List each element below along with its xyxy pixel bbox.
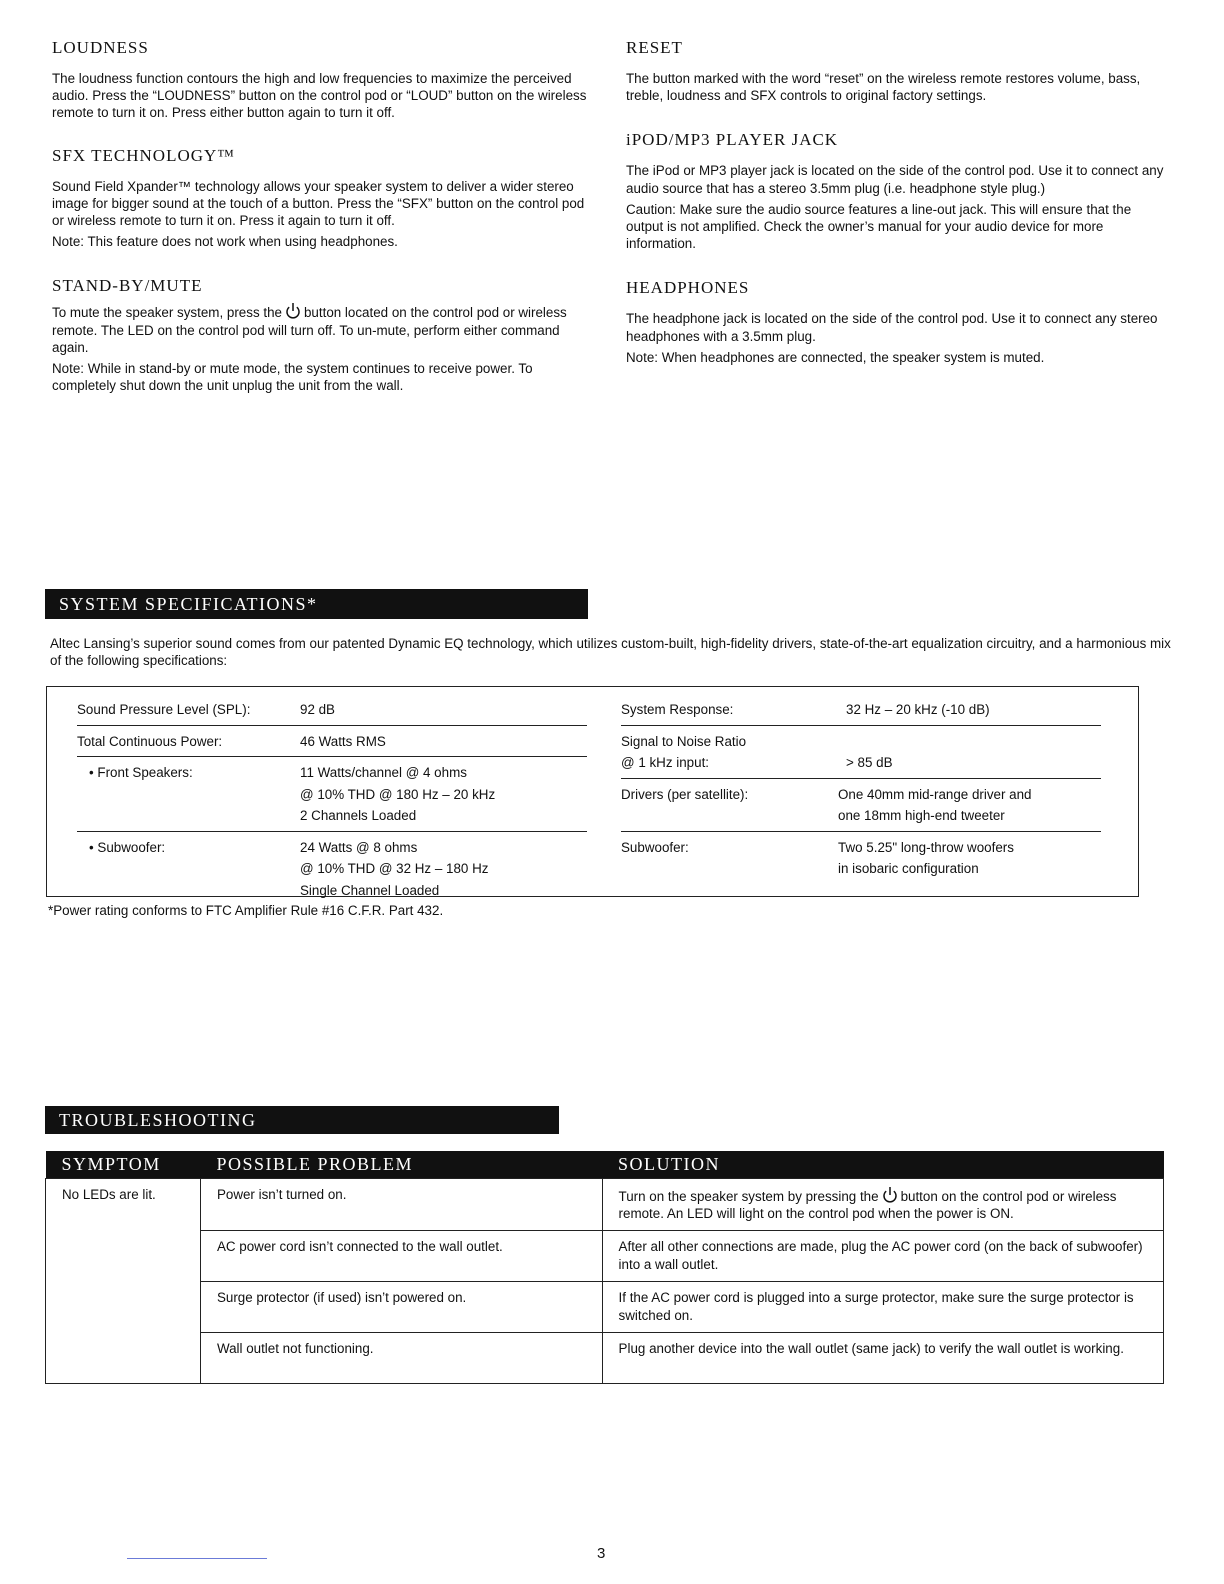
spec-value-line: @ 10% THD @ 32 Hz – 180 Hz bbox=[300, 861, 489, 876]
table-row bbox=[46, 1231, 1164, 1282]
spec-row-system-response bbox=[621, 699, 1101, 726]
spec-value-line: in isobaric configuration bbox=[838, 861, 979, 876]
loudness-text: The loudness function contours the high and low frequencies to maximize the perceived audio. Press the “LOUDNESS” button on the control pod or “LOUD” button on the wireless remote to turn it on. Press either button again to turn it off. bbox=[52, 71, 587, 121]
header-possible-problem: POSSIBLE PROBLEM bbox=[200, 1151, 602, 1179]
spec-value bbox=[846, 731, 1101, 774]
spec-value bbox=[300, 699, 587, 721]
loudness-heading: LOUDNESS bbox=[52, 38, 149, 57]
solution-cell: If the AC power cord is plugged into a surge protector, make sure the surge protector is switched on. bbox=[602, 1282, 1163, 1333]
specs-left-column bbox=[77, 699, 587, 910]
spec-value bbox=[838, 784, 1101, 827]
solution-cell: After all other connections are made, plug the AC power cord (on the back of subwoofer) into a wall outlet. bbox=[602, 1231, 1163, 1282]
spec-value-line: 2 Channels Loaded bbox=[300, 808, 417, 823]
specifications-intro: Altec Lansing’s superior sound comes from our patented Dynamic EQ technology, which utilizes custom-built, high-fidelity drivers, state-of-the-art equalization circuitry, and a harmonious mix of the following specifications: bbox=[50, 636, 1171, 669]
left-column bbox=[52, 38, 592, 416]
spec-value-line: 11 Watts/channel @ 4 ohms bbox=[300, 765, 467, 780]
standby-heading: STAND-BY/MUTE bbox=[52, 276, 203, 296]
spec-value-line: 24 Watts @ 8 ohms bbox=[300, 839, 418, 855]
solution-text-start: Turn on the speaker system by pressing the bbox=[618, 1189, 879, 1204]
headphones-text: The headphone jack is located on the side of the control pod. Use it to connect any stereo headphones with a 3.5mm plug. bbox=[626, 311, 1158, 344]
problem-cell: AC power cord isn’t connected to the wall outlet. bbox=[200, 1231, 602, 1282]
standby-note: Note: While in stand-by or mute mode, the system continues to receive power. To completely shut down the unit unplug the unit from the wall. bbox=[52, 361, 533, 394]
spec-label-line: Signal to Noise Ratio bbox=[621, 733, 747, 749]
solution-cell bbox=[602, 1179, 1163, 1231]
sfx-text: Sound Field Xpander™ technology allows your speaker system to deliver a wider stereo image for bigger sound at the touch of a button. Press the “SFX” button on the control pod or wireless remote to turn it on. Press it again to turn it off. bbox=[52, 178, 585, 229]
power-icon bbox=[882, 1186, 898, 1204]
table-header-row bbox=[46, 1151, 1164, 1179]
header-symptom: SYMPTOM bbox=[46, 1151, 201, 1179]
spec-label: Total Continuous Power: bbox=[77, 733, 223, 749]
loudness-section bbox=[52, 38, 592, 122]
table-row bbox=[46, 1333, 1164, 1384]
page-number: 3 bbox=[597, 1545, 606, 1562]
reset-section bbox=[626, 38, 1171, 104]
spec-value bbox=[300, 731, 587, 753]
spec-row-subwoofer-drivers bbox=[621, 837, 1101, 884]
solution-text-end: button on the control pod or wireless remote. An LED will light on the control pod when the power is ON. bbox=[618, 1189, 1117, 1222]
spec-label: System Response: bbox=[621, 702, 734, 717]
spec-value-line: > 85 dB bbox=[846, 755, 893, 770]
spec-row-total-power bbox=[77, 731, 587, 758]
spec-value bbox=[300, 837, 587, 902]
spec-row-snr bbox=[621, 731, 1101, 779]
problem-cell: Power isn’t turned on. bbox=[200, 1179, 602, 1231]
specifications-box bbox=[46, 686, 1139, 897]
power-icon bbox=[285, 302, 301, 320]
headphones-section bbox=[626, 278, 1171, 366]
spec-label: • Front Speakers: bbox=[89, 765, 193, 780]
spec-row-front-speakers bbox=[77, 762, 587, 832]
spec-value bbox=[838, 837, 1101, 880]
sfx-section bbox=[52, 146, 592, 251]
spec-value bbox=[846, 699, 1101, 721]
power-footnote: *Power rating conforms to FTC Amplifier Rule #16 C.F.R. Part 432. bbox=[48, 903, 444, 918]
headphones-heading: HEADPHONES bbox=[626, 278, 750, 298]
troubleshooting-table bbox=[45, 1151, 1164, 1384]
spec-value-line: One 40mm mid-range driver and bbox=[838, 786, 1032, 802]
spec-label: Sound Pressure Level (SPL): bbox=[77, 702, 251, 717]
spec-value-line: @ 10% THD @ 180 Hz – 20 kHz bbox=[300, 786, 496, 802]
troubleshooting-banner: TROUBLESHOOTING bbox=[45, 1106, 559, 1134]
problem-cell: Surge protector (if used) isn’t powered on. bbox=[200, 1282, 602, 1333]
spec-value-line: 46 Watts RMS bbox=[300, 733, 386, 749]
spec-label: Drivers (per satellite): bbox=[621, 786, 749, 802]
spec-value-line: Single Channel Loaded bbox=[300, 882, 440, 898]
solution-cell: Plug another device into the wall outlet (same jack) to verify the wall outlet is working. bbox=[602, 1333, 1163, 1384]
ipod-caution: Caution: Make sure the audio source features a line-out jack. This will ensure that the output is not amplified. Check the owner’s manual for your audio device for more information. bbox=[626, 201, 1132, 252]
header-solution: SOLUTION bbox=[602, 1151, 1163, 1179]
spec-value-line: one 18mm high-end tweeter bbox=[838, 808, 1005, 823]
spec-value-line: Two 5.25" long-throw woofers bbox=[838, 839, 1014, 855]
headphones-note: Note: When headphones are connected, the speaker system is muted. bbox=[626, 349, 1045, 365]
standby-section bbox=[52, 276, 592, 394]
specs-right-column bbox=[621, 699, 1101, 889]
spec-row-drivers bbox=[621, 784, 1101, 832]
reset-text: The button marked with the word “reset” on the wireless remote restores volume, bass, treble, loudness and SFX controls to original factory settings. bbox=[626, 71, 1141, 104]
spec-row-subwoofer-power bbox=[77, 837, 587, 906]
ipod-text: The iPod or MP3 player jack is located on the side of the control pod. Use it to connect any audio source that has a stereo 3.5mm plug (i.e. headphone style plug.) bbox=[626, 163, 1164, 196]
ipod-section bbox=[626, 130, 1171, 252]
right-column bbox=[626, 38, 1171, 392]
spec-label-line: @ 1 kHz input: bbox=[621, 755, 710, 770]
spec-value-line: 92 dB bbox=[300, 702, 335, 717]
spec-row-spl bbox=[77, 699, 587, 726]
table-row bbox=[46, 1179, 1164, 1231]
specifications-banner: SYSTEM SPECIFICATIONS* bbox=[45, 589, 588, 619]
problem-cell: Wall outlet not functioning. bbox=[200, 1333, 602, 1384]
sfx-heading: SFX TECHNOLOGY™ bbox=[52, 145, 235, 165]
table-row bbox=[46, 1282, 1164, 1333]
spec-label: • Subwoofer: bbox=[89, 839, 166, 855]
symptom-cell: No LEDs are lit. bbox=[46, 1179, 201, 1384]
spec-label: Subwoofer: bbox=[621, 839, 689, 855]
reset-heading: RESET bbox=[626, 38, 683, 57]
ipod-heading: iPOD/MP3 PLAYER JACK bbox=[626, 130, 839, 150]
standby-text-end: button located on the control pod or wireless remote. The LED on the control pod will turn off. To un-mute, perform either command again. bbox=[52, 305, 567, 355]
spec-label bbox=[621, 731, 746, 774]
bottom-rule bbox=[127, 1558, 267, 1559]
sfx-note: Note: This feature does not work when using headphones. bbox=[52, 234, 398, 250]
spec-value-line: 32 Hz – 20 kHz (-10 dB) bbox=[846, 702, 990, 717]
spec-value bbox=[300, 762, 587, 827]
standby-text bbox=[52, 302, 592, 356]
standby-text-start: To mute the speaker system, press the bbox=[52, 305, 282, 321]
